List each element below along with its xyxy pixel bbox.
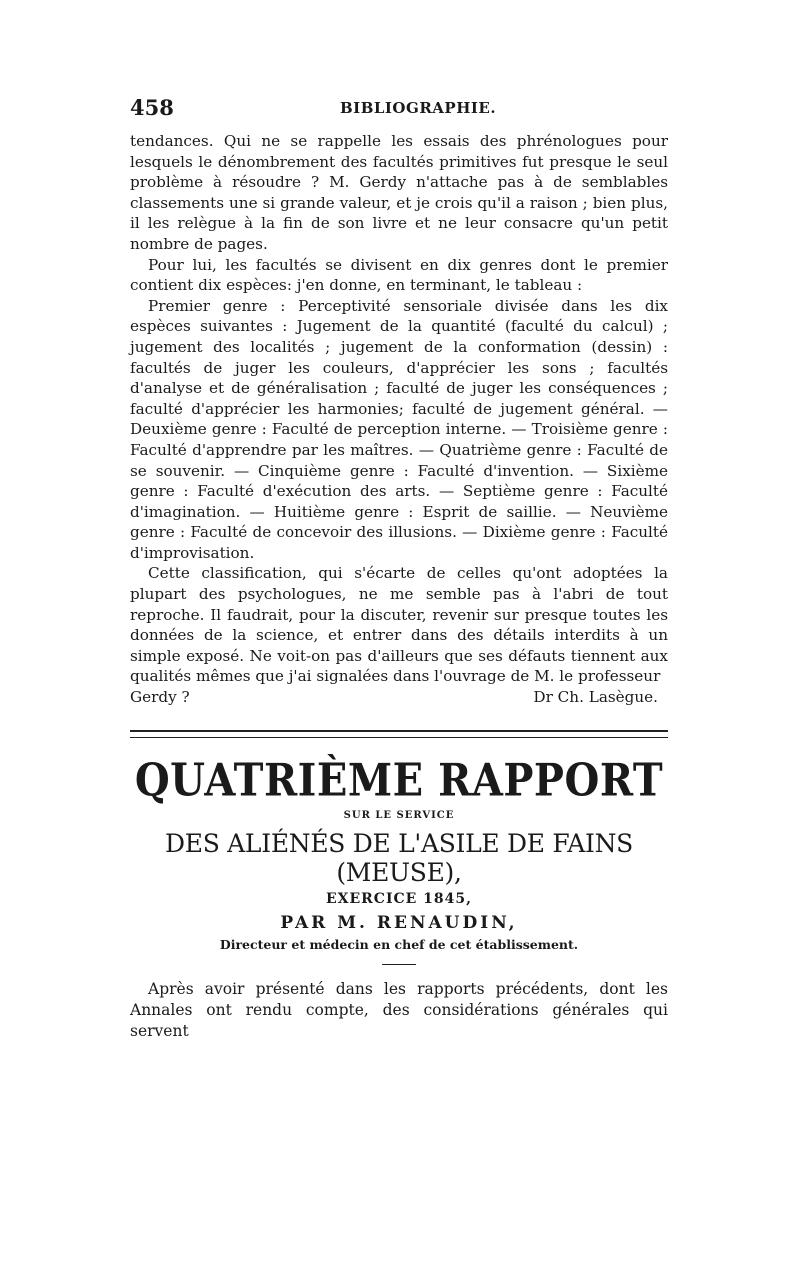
report-subtitle: DES ALIÉNÉS DE L'ASILE DE FAINS (MEUSE), (165, 828, 633, 887)
report-year: EXERCICE 1845, (325, 890, 473, 907)
running-header (130, 95, 668, 125)
short-divider (382, 964, 416, 965)
running-title: BIBLIOGRAPHIE. (340, 99, 497, 117)
report-opening-paragraph: Après avoir présenté dans les rapports précédents, dont les Annales ont rendu compte, des considérations générales qui servent (130, 979, 668, 1040)
review-paragraph: Pour lui, les facultés se divisent en dix genres dont le premier contient dix espèces: j'en donne, en terminant, le tableau : (130, 255, 668, 295)
page-number: 458 (130, 95, 174, 120)
closing-question: Gerdy ? (130, 688, 190, 707)
book-page (130, 95, 668, 1057)
section-divider (130, 730, 668, 738)
report-subtitle-small: SUR LE SERVICE (343, 809, 455, 821)
review-paragraph: tendances. Qui ne se rappelle les essais des phrénologues pour lesquels le dénombrement des facultés primitives fut presque le seul problème à résoudre ? M. Gerdy n'attache pas à de semblables classements une si grande valeur, et je crois qu'il a raison ; bien plus, il les relègue à la fin de son livre et ne leur consacre qu'un petit nombre de pages. (130, 132, 668, 253)
report-title: QUATRIÈME RAPPORT (134, 753, 664, 807)
review-paragraph: Premier genre : Perceptivité sensoriale divisée dans les dix espèces suivantes : Jugement de la quantité (faculté du calcul) ; jugement des localités ; jugement de la conformation (dessin) : facultés de juger les couleurs, d'apprécier les sons ; facultés d'analyse et de généralisation ; faculté de juger les conséquences ; faculté d'apprécier les harmonies; faculté de jugement général. — Deuxième genre : Faculté de perception interne. — Troisième genre : Faculté d'apprendre par les maîtres. — Quatrième genre : Faculté de se souvenir. — Cinquième genre : Faculté d'invention. — Sixième genre : Faculté d'exécution des arts. — Septième genre : Faculté d'imagination. — Huitième genre : Esprit de saillie. — Neuvième genre : Faculté de concevoir des illusions. — Dixième genre : Faculté d'improvisation. (130, 296, 668, 562)
review-paragraph: Cette classification, qui s'écarte de celles qu'ont adoptées la plupart des psychologues, ne me semble pas à l'abri de tout reproche. Il faudrait, pour la discuter, revenir sur presque toutes les données de la science, et entrer dans des détails interdits à un simple exposé. Ne voit-on pas d'ailleurs que ses défauts tiennent aux qualités mêmes que j'ai signalées dans l'ouvrage de M. le professeur (130, 564, 668, 686)
author-signature: Dr Ch. Lasègue. (533, 688, 658, 707)
review-signature-line (130, 687, 668, 708)
review-text (130, 131, 668, 708)
report-author: PAR M. RENAUDIN, (280, 912, 518, 933)
report-author-role: Directeur et médecin en chef de cet établissement. (219, 936, 579, 952)
